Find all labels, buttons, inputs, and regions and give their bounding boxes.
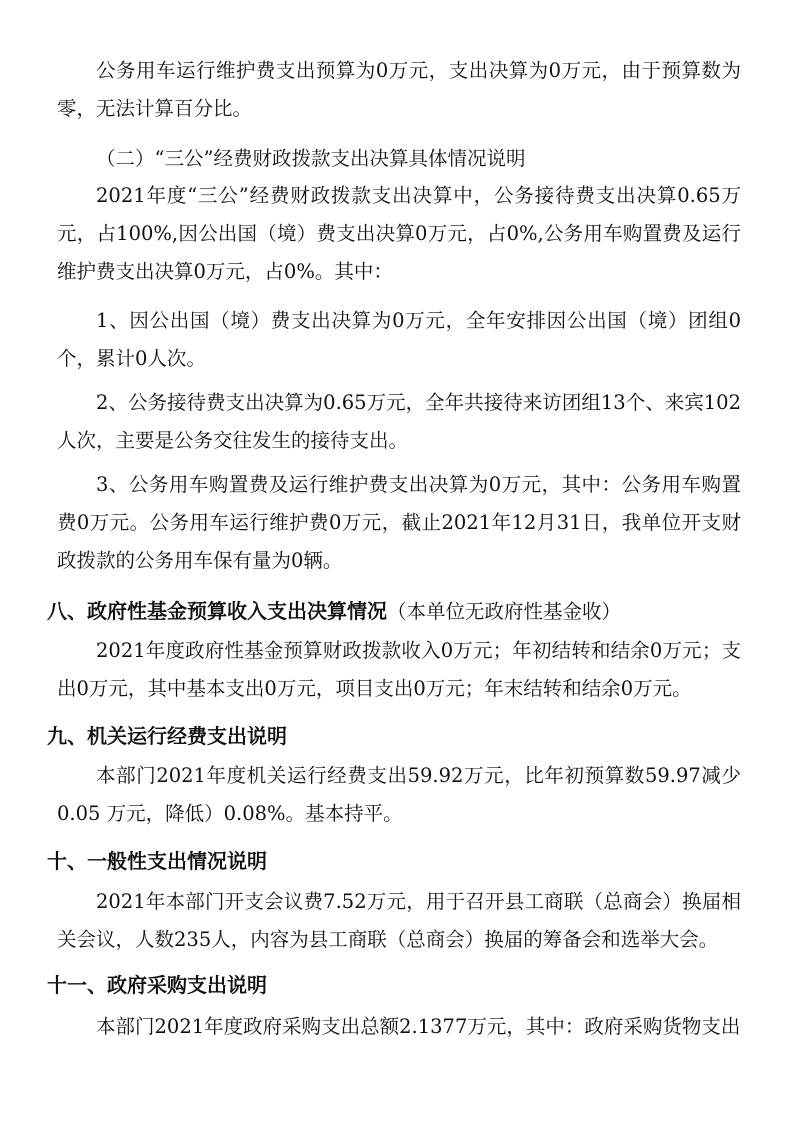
vehicle-expense-paragraph: 3、公务用车购置费及运行维护费支出决算为0万元，其中：公务用车购置费0万元。公务用车运行维护费0万元，截止2021年12月31日，我单位开支财政拨款的公务用车保有量为0辆。 — [57, 473, 741, 572]
section-8-body: 2021年度政府性基金预算财政拨款收入0万元；年初结转和结余0万元；支出0万元，其中基本支出0万元，项目支出0万元；年末结转和结余0万元。 — [57, 639, 741, 700]
section-10-heading: 十、一般性支出情况说明 — [47, 849, 267, 873]
subsection-heading-three-public: （二）“三公”经费财政拨款支出决算具体情况说明 — [96, 147, 526, 170]
section-9-heading: 九、机关运行经费支出说明 — [47, 724, 287, 748]
reception-expense-paragraph: 2、公务接待费支出决算为0.65万元，全年共接待来访团组13个、来宾102人次，主要是公务交往发生的接待支出。 — [57, 391, 741, 452]
section-8-heading — [47, 596, 621, 627]
overseas-expense-paragraph: 1、因公出国（境）费支出决算为0万元，全年安排因公出国（境）团组0个，累计0人次。 — [57, 309, 741, 370]
section-8-title: 八、政府性基金预算收入支出决算情况 — [47, 599, 387, 623]
section-11-heading: 十一、政府采购支出说明 — [47, 973, 267, 997]
section-11-body: 本部门2021年度政府采购支出总额2.1377万元，其中：政府采购货物支出 — [96, 1015, 741, 1038]
section-10-body: 2021年本部门开支会议费7.52万元，用于召开县工商联（总商会）换届相关会议，人数235人，内容为县工商联（总商会）换届的筹备会和选举大会。 — [57, 890, 741, 951]
three-public-summary-paragraph: 2021年度“三公”经费财政拨款支出决算中，公务接待费支出决算0.65万元，占100%,因公出国（境）费支出决算0万元，占0%,公务用车购置费及运行维护费支出决算0万元，占0%。其中： — [57, 184, 741, 283]
vehicle-maintenance-paragraph: 公务用车运行维护费支出预算为0万元，支出决算为0万元，由于预算数为零，无法计算百分比。 — [57, 59, 741, 120]
section-8-note: （本单位无政府性基金收） — [387, 600, 622, 623]
section-9-body: 本部门2021年度机关运行经费支出59.92万元，比年初预算数59.97减少0.05 万元，降低）0.08%。基本持平。 — [57, 764, 741, 825]
